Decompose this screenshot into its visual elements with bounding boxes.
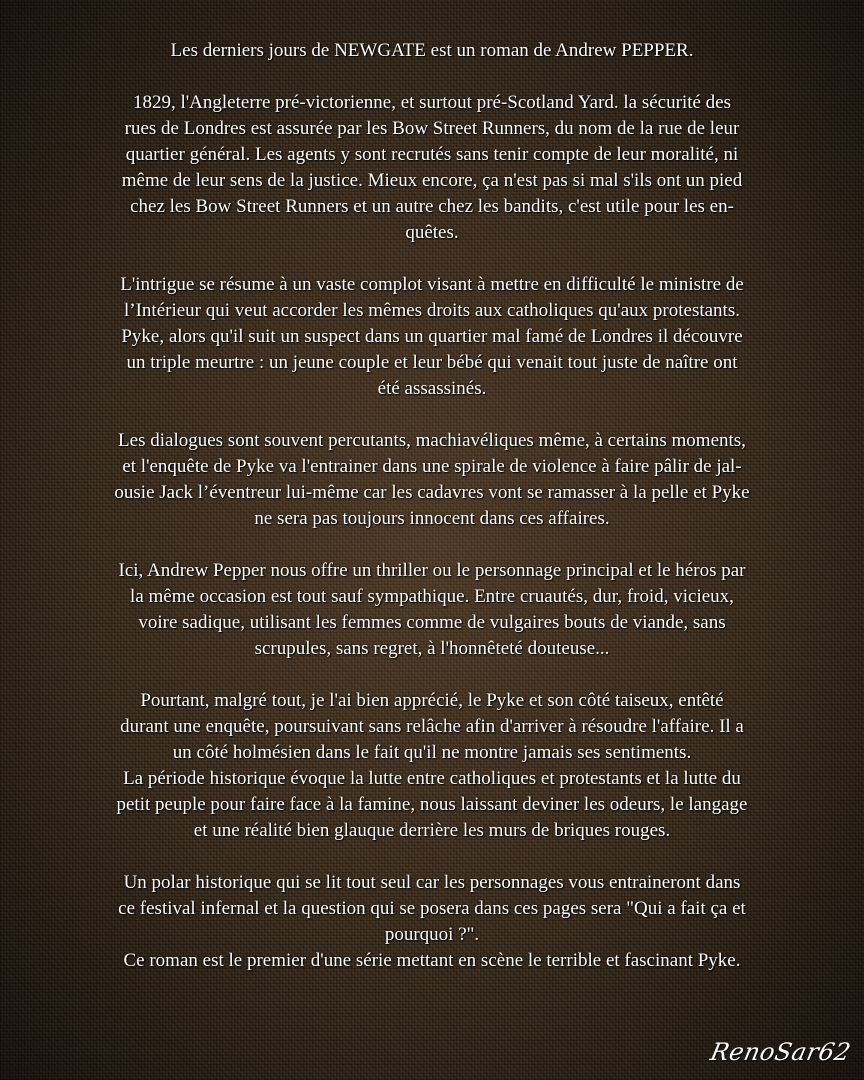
text-line: 1829, l'Angleterre pré-victorienne, et surtout pré-Scotland Yard. la sécurité des	[132, 92, 732, 113]
text-line: la même occasion est tout sauf sympathique. Entre cruautés, dur, froid, vicieux,	[130, 586, 734, 607]
paragraph-character	[30, 558, 834, 662]
text-line: L'intrigue se résume à un vaste complot visant à mettre en difficulté le ministre de	[120, 274, 744, 295]
text-line: scrupules, sans regret, à l'honnêteté douteuse...	[254, 638, 610, 659]
paragraph-conclusion	[30, 870, 834, 974]
review-text	[30, 38, 834, 974]
text-line: Les dialogues sont souvent percutants, machiavéliques même, à certains moments,	[118, 430, 746, 451]
text-line: ne sera pas toujours innocent dans ces affaires.	[254, 508, 610, 529]
text-line: pourquoi ?".	[384, 924, 480, 945]
paragraph-plot	[30, 272, 834, 402]
paragraph-dialogues	[30, 428, 834, 532]
text-line: Pourtant, malgré tout, je l'ai bien apprécié, le Pyke et son côté taiseux, entêté	[140, 690, 724, 711]
text-line: un côté holmésien dans le fait qu'il ne montre jamais ses sentiments.	[172, 742, 692, 763]
text-line: et l'enquête de Pyke va l'entrainer dans une spirale de violence à faire pâlir de jal-	[122, 456, 742, 477]
text-line: chez les Bow Street Runners et un autre chez les bandits, c'est utile pour les en-	[130, 196, 734, 217]
paragraph-intro	[30, 38, 834, 64]
text-line: Ici, Andrew Pepper nous offre un thriller ou le personnage principal et le héros par	[118, 560, 746, 581]
text-line: petit peuple pour faire face à la famine, nous laissant deviner les odeurs, le langage	[116, 794, 748, 815]
text-line: ce festival infernal et la question qui se posera dans ces pages sera "Qui a fait ça et	[118, 898, 746, 919]
text-line: quartier général. Les agents y sont recrutés sans tenir compte de leur moralité, ni	[125, 144, 739, 165]
paragraph-opinion	[30, 688, 834, 844]
author-signature: RenoSar62	[707, 1038, 853, 1066]
text-line: voire sadique, utilisant les femmes comme de vulgaires bouts de viande, sans	[138, 612, 726, 633]
text-line: durant une enquête, poursuivant sans relâche afin d'arriver à résoudre l'affaire. Il a	[120, 716, 744, 737]
text-line: et une réalité bien glauque derrière les murs de briques rouges.	[193, 820, 671, 841]
text-line: été assassinés.	[377, 378, 487, 399]
text-line: un triple meurtre : un jeune couple et leur bébé qui venait tout juste de naître ont	[126, 352, 738, 373]
text-line: Un polar historique qui se lit tout seul car les personnages vous entraineront dans	[123, 872, 741, 893]
text-line: La période historique évoque la lutte entre catholiques et protestants et la lutte du	[123, 768, 741, 789]
text-line: rues de Londres est assurée par les Bow Street Runners, du nom de la rue de leur	[124, 118, 740, 139]
text-line: quêtes.	[405, 222, 459, 243]
text-line: Les derniers jours de NEWGATE est un roman de Andrew PEPPER.	[170, 40, 694, 61]
paragraph-context	[30, 90, 834, 246]
text-line: même de leur sens de la justice. Mieux encore, ça n'est pas si mal s'ils ont un pied	[121, 170, 743, 191]
text-line: Ce roman est le premier d'une série mettant en scène le terrible et fascinant Pyke.	[123, 950, 741, 971]
text-line: Pyke, alors qu'il suit un suspect dans un quartier mal famé de Londres il découvre	[121, 326, 743, 347]
text-line: ousie Jack l’éventreur lui-même car les cadavres vont se ramasser à la pelle et Pyke	[114, 482, 750, 503]
text-line: l’Intérieur qui veut accorder les mêmes droits aux catholiques qu'aux protestants.	[124, 300, 740, 321]
